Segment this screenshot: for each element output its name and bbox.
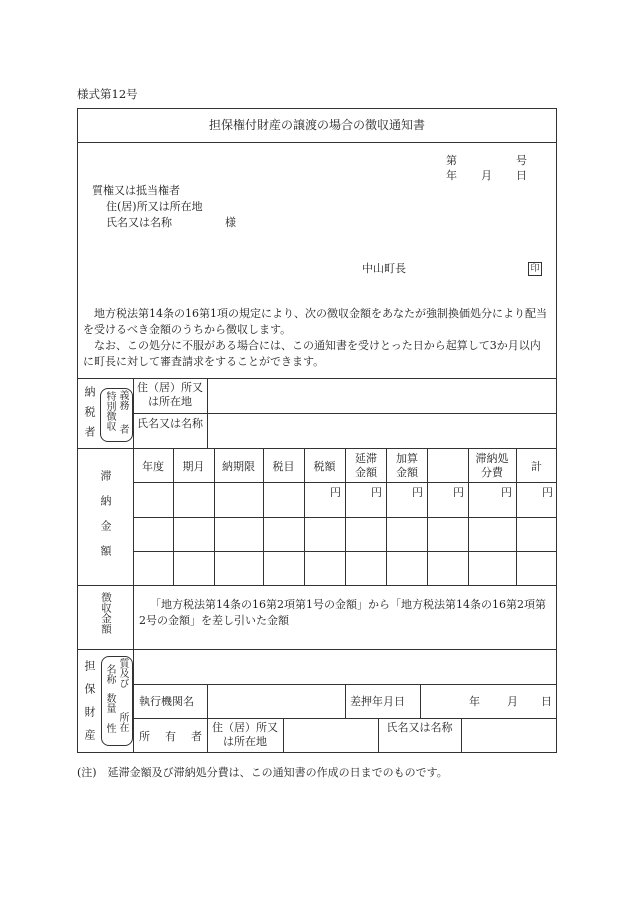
collateral-col-divider — [207, 684, 208, 753]
collateral-col-divider — [378, 718, 379, 753]
header-disposition-cost: 滞納処分費 — [475, 452, 509, 479]
footnote: (注) 延滞金額及び滞納処分費は、この通知書の作成の日までのものです。 — [77, 766, 448, 779]
issuer-name: 中山町長 — [362, 262, 406, 275]
title-divider — [77, 142, 557, 143]
collateral-row-divider — [133, 718, 557, 719]
addressee-name-label: 氏名又は名称 — [106, 216, 172, 229]
collection-divider — [77, 649, 557, 650]
collateral-name-label: 質及び — [117, 658, 128, 688]
collateral-col-divider — [345, 684, 346, 718]
col-divider — [468, 448, 469, 585]
form-number: 様式第12号 — [77, 87, 138, 101]
col-divider — [427, 448, 428, 585]
taxpayer-label: 納税者 — [83, 386, 96, 446]
label-column-divider — [133, 378, 134, 753]
header-total: 計 — [531, 460, 542, 473]
seizure-date-label: 差押年月日 — [350, 695, 405, 708]
taxpayer-label-obligation: 義務 — [117, 390, 128, 410]
taxpayer-label-person: 者 — [117, 424, 128, 434]
taxpayer-name-label: 氏名又は名称 — [137, 417, 203, 430]
date-month: 月 — [481, 169, 492, 182]
collateral-location-label: 所在 — [117, 712, 128, 732]
addressee-role: 質権又は抵当権者 — [92, 184, 180, 197]
taxpayer-label-special: 特別徴収 — [104, 391, 115, 431]
owner-label: 所 有 者 — [139, 730, 204, 743]
notice-paragraph-1: 地方税法第14条の16第1項の規定により、次の徴収金額をあなたが強制換価処分により配当を受けるべき金額のうちから徴収します。 — [83, 307, 547, 336]
collateral-label: 担保財産 — [83, 660, 96, 752]
col-divider — [386, 448, 387, 585]
seizure-year: 年 — [469, 695, 480, 708]
header-tax-amount: 税額 — [313, 460, 336, 473]
seal-mark: 印 — [528, 262, 542, 276]
collateral-col-divider — [283, 718, 284, 753]
collection-label: 徴収金額 — [100, 592, 113, 634]
date-day: 日 — [516, 169, 527, 182]
taxpayer-divider — [77, 448, 557, 449]
collateral-nature-label: 性 — [104, 723, 115, 733]
date-year: 年 — [446, 169, 457, 182]
yen-unit: 円 — [330, 486, 341, 499]
taxpayer-label-divider — [207, 378, 208, 448]
doc-no-prefix: 第 — [446, 154, 457, 167]
header-tax-item: 税目 — [272, 460, 295, 473]
seizure-day: 日 — [541, 695, 552, 708]
taxpayer-row-divider — [133, 413, 557, 414]
agency-label: 執行機関名 — [139, 695, 194, 708]
owner-name-label: 氏名又は名称 — [386, 721, 453, 734]
header-fiscal-year: 年度 — [142, 460, 164, 473]
taxpayer-address-label: 住（居）所又は所在地 — [137, 381, 203, 408]
header-period: 期月 — [182, 460, 205, 473]
col-divider — [345, 448, 346, 585]
collateral-col-divider — [420, 684, 421, 718]
arrears-label: 滞納金額 — [99, 470, 112, 570]
notice-paragraph-2: なお、この処分に不服がある場合には、この通知書を受けとった日から起算して3か月以内に町長に対して審査請求をすることができます。 — [83, 339, 541, 368]
yen-unit: 円 — [371, 486, 382, 499]
seizure-month: 月 — [507, 695, 518, 708]
header-late-fee: 延滞金額 — [355, 452, 377, 479]
doc-no-suffix: 号 — [516, 154, 527, 167]
collection-text: 「地方税法第14条の16第2項第1号の金額」から「地方税法第14条の16第2項第2号の金額」を差し引いた金額 — [139, 598, 546, 627]
addressee-honorific: 様 — [225, 216, 236, 229]
form-title: 担保権付財産の譲渡の場合の徴収通知書 — [208, 118, 425, 132]
owner-address-label: 住（居）所又は所在地 — [212, 721, 278, 748]
body-divider — [77, 378, 557, 379]
collateral-quantity-label: 数量 — [104, 693, 115, 713]
addressee-address-label: 住(居)所又は所在地 — [106, 200, 203, 213]
yen-unit: 円 — [412, 486, 423, 499]
collateral-col-divider — [461, 718, 462, 753]
arrears-divider — [77, 585, 557, 586]
header-due-date: 納期限 — [222, 460, 255, 473]
header-additional-tax: 加算金額 — [396, 452, 418, 479]
yen-unit: 円 — [542, 486, 553, 499]
collateral-name-label-top: 名称 — [104, 664, 115, 684]
yen-unit: 円 — [453, 486, 464, 499]
yen-unit: 円 — [501, 486, 512, 499]
